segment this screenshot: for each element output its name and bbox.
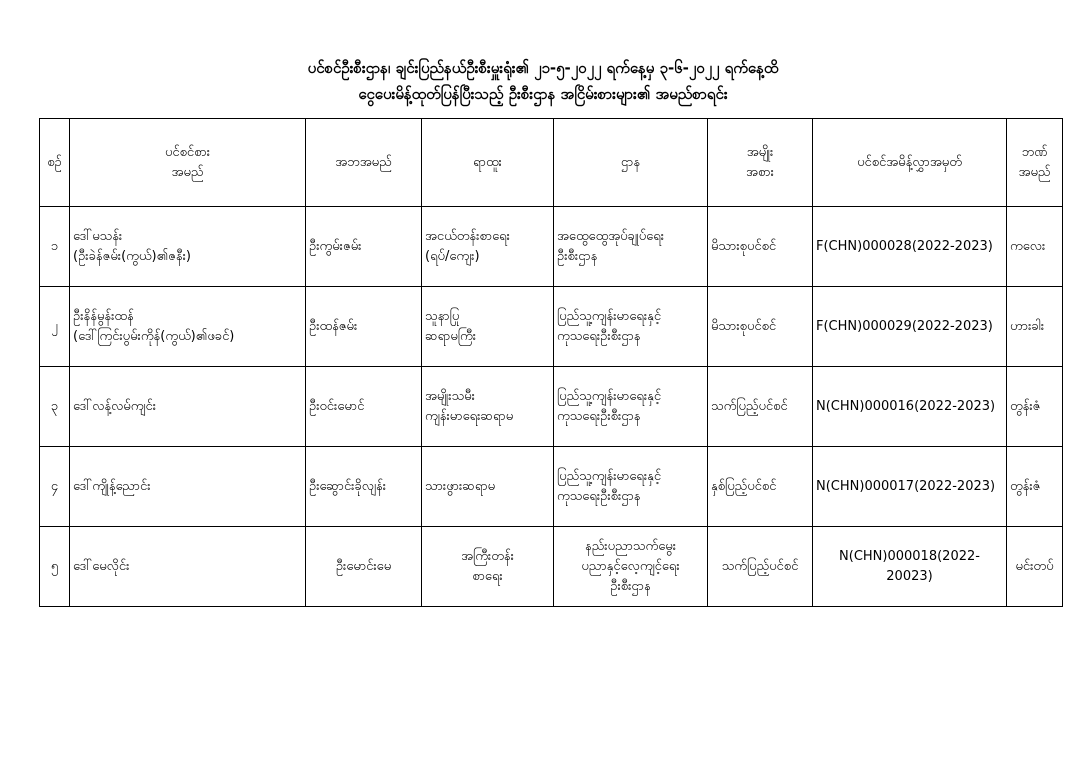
cell-bank: တွန်းဇံ <box>1007 447 1063 527</box>
cell-pension-type: နှစ်ပြည့်ပင်စင် <box>708 447 813 527</box>
cell-no: ၂ <box>40 287 70 367</box>
header-department: ဌာန <box>554 119 708 207</box>
header-father-name: အဘအမည် <box>306 119 422 207</box>
cell-pensioner-name: ဒေါ်မသန်း (ဦးခဲန်ဇမ်း(ကွယ်)၏ဇနီး) <box>70 207 306 287</box>
cell-father-name: ဦးဆွောင်းခိုလျန်း <box>306 447 422 527</box>
cell-father-name: ဦးဝင်းမောင် <box>306 367 422 447</box>
cell-pensioner-name: ဦးနိန်မွန်းထန် (ဒေါ်ကြင်းပွမ်းကိုန်(ကွယ်)၏ဖခင်) <box>70 287 306 367</box>
cell-no: ၃ <box>40 367 70 447</box>
header-pensioner-name: ပင်စင်စား အမည် <box>70 119 306 207</box>
cell-department: အထွေထွေအုပ်ချုပ်ရေး ဦးစီးဌာန <box>554 207 708 287</box>
pensioner-table <box>39 118 1063 607</box>
table-header-row <box>40 119 1063 207</box>
cell-pension-type: မိသားစုပင်စင် <box>708 287 813 367</box>
cell-rank: အမျိုးသမီး ကျန်းမာရေးဆရာမ <box>422 367 554 447</box>
cell-order-number: N(CHN)000017(2022-2023) <box>813 447 1007 527</box>
cell-pensioner-name: ဒေါ်လန့်လမ်ကျင်း <box>70 367 306 447</box>
cell-order-number: F(CHN)000028(2022-2023) <box>813 207 1007 287</box>
cell-department: ပြည်သူ့ကျန်းမာရေးနှင့် ကုသရေးဦးစီးဌာန <box>554 287 708 367</box>
cell-father-name: ဦးကွမ်းဇမ်း <box>306 207 422 287</box>
header-no: စဉ် <box>40 119 70 207</box>
cell-department: ပြည်သူ့ကျန်းမာရေးနှင့် ကုသရေးဦးစီးဌာန <box>554 367 708 447</box>
cell-department: နည်းပညာသက်မွေး ပညာနှင့်လေ့ကျင့်ရေး ဦးစီးဌာန <box>554 527 708 607</box>
cell-rank: သားဖွားဆရာမ <box>422 447 554 527</box>
table-row <box>40 207 1063 287</box>
cell-department: ပြည်သူ့ကျန်းမာရေးနှင့် ကုသရေးဦးစီးဌာန <box>554 447 708 527</box>
cell-no: ၁ <box>40 207 70 287</box>
cell-bank: ဟားခါး <box>1007 287 1063 367</box>
cell-rank: သူနာပြု ဆရာမကြီး <box>422 287 554 367</box>
cell-father-name: ဦးမောင်းမေ <box>306 527 422 607</box>
cell-no: ၅ <box>40 527 70 607</box>
cell-rank: အငယ်တန်းစာရေး (ရပ်/ကျေး) <box>422 207 554 287</box>
cell-order-number: F(CHN)000029(2022-2023) <box>813 287 1007 367</box>
cell-order-number: N(CHN)000018(2022-20023) <box>813 527 1007 607</box>
cell-order-number: N(CHN)000016(2022-2023) <box>813 367 1007 447</box>
header-rank: ရာထူး <box>422 119 554 207</box>
cell-bank: မင်းတပ် <box>1007 527 1063 607</box>
cell-father-name: ဦးထန်ဇမ်း <box>306 287 422 367</box>
cell-rank: အကြီးတန်း စာရေး <box>422 527 554 607</box>
cell-pensioner-name: ဒေါ်ကျိုန့်ညောင်း <box>70 447 306 527</box>
cell-pension-type: သက်ပြည့်ပင်စင် <box>708 527 813 607</box>
cell-pension-type: မိသားစုပင်စင် <box>708 207 813 287</box>
cell-no: ၄ <box>40 447 70 527</box>
header-pension-type: အမျိုး အစား <box>708 119 813 207</box>
cell-bank: တွန်းဇံ <box>1007 367 1063 447</box>
header-bank: ဘဏ် အမည် <box>1007 119 1063 207</box>
document-title-line-1: ပင်စင်ဦးစီးဌာန၊ ချင်းပြည်နယ်ဦးစီးမှူးရုံး၏ ၂၁-၅-၂၀၂၂ ရက်နေ့မှ ၃-၆-၂၀၂၂ ရက်နေ့ထိ <box>307 59 779 77</box>
table-row <box>40 527 1063 607</box>
document-title-line-2: ငွေပေးမိန့်ထုတ်ပြန်ပြီးသည့် ဦးစီးဌာန အငြိမ်းစားများ၏ အမည်စာရင်း <box>358 85 728 103</box>
cell-pensioner-name: ဒေါ်မေလိုင်း <box>70 527 306 607</box>
cell-pension-type: သက်ပြည့်ပင်စင် <box>708 367 813 447</box>
table-row <box>40 287 1063 367</box>
header-order-number: ပင်စင်အမိန့်လွှာအမှတ် <box>813 119 1007 207</box>
table-row <box>40 447 1063 527</box>
table-row <box>40 367 1063 447</box>
cell-bank: ကလေး <box>1007 207 1063 287</box>
